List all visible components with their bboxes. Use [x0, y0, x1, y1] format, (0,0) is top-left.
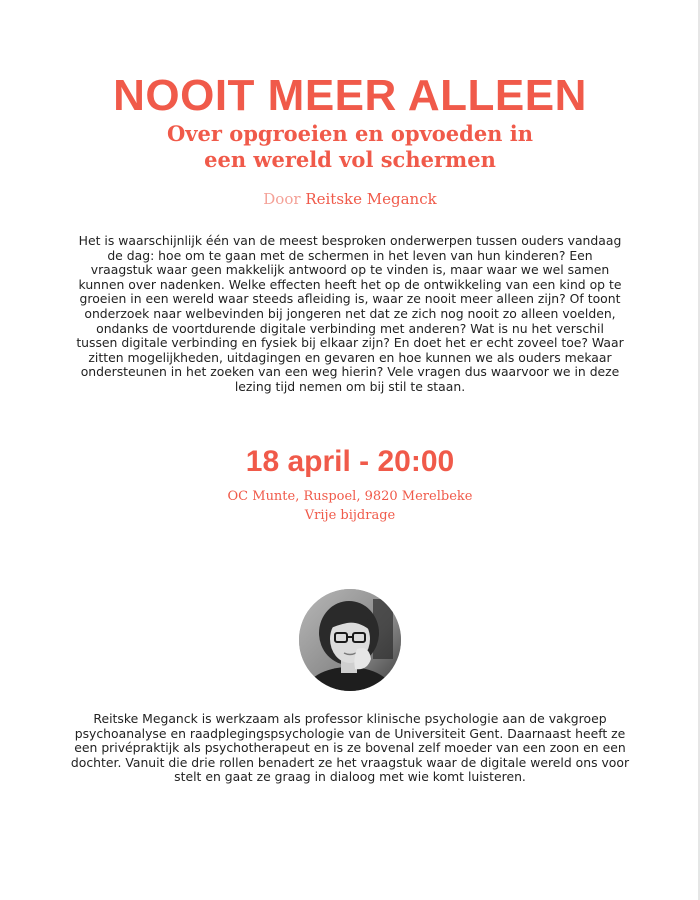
- event-title: NOOIT MEER ALLEEN: [113, 71, 587, 120]
- event-date-time: 18 april - 20:00: [245, 445, 455, 478]
- speaker-bio: Reitske Meganck is werkzaam als professor klinische psychologie aan de vakgroep psychoanalyse en raadplegingspsychologie van de Universiteit Gent. Daarnaast heeft ze een privépraktijk als psychotherapeut en is ze bovenal zelf moeder van een zoon en een dochter. Vanuit die drie rollen benadert ze het vraagstuk waar de digitale wereld ons voor stelt en gaat ze graag in dialoog met wie komt luisteren.: [70, 711, 630, 785]
- speaker-name: Reitske Meganck: [305, 190, 437, 208]
- byline-prefix: Door: [263, 190, 301, 208]
- event-venue: OC Munte, Ruspoel, 9820 Merelbeke: [227, 489, 473, 504]
- speaker-portrait: [299, 589, 401, 691]
- byline: [0, 188, 700, 210]
- event-price: Vrije bijdrage: [304, 508, 396, 523]
- intro-paragraph: Het is waarschijnlijk één van de meest besproken onderwerpen tussen ouders vandaag de dag: hoe om te gaan met de schermen in het leven van hun kinderen? Een vraagstuk waar geen makkelijk antwoord op te vinden is, maar waar we wel samen kunnen over nadenken. Welke effecten heeft het op de ontwikkeling van een kind op te groeien in een wereld waar steeds afleiding is, waar ze nooit meer alleen zijn? Of toont onderzoek naar welbevinden bij jongeren net dat ze zich nog nooit zo alleen voelden, ondanks de voortdurende digitale verbinding met anderen? Wat is nu het verschil tussen digitale verbinding en fysiek bij elkaar zijn? En doet het er echt zoveel toe? Waar zitten mogelijkheden, uitdagingen en gevaren en hoe kunnen we als ouders mekaar ondersteunen in het zoeken van een weg hierin? Vele vragen dus waarvoor we in deze lezing tijd nemen om bij stil te staan.: [76, 233, 624, 394]
- portrait-image: [299, 589, 401, 691]
- event-subtitle: Over opgroeien en opvoeden in een wereld vol schermen: [166, 121, 534, 172]
